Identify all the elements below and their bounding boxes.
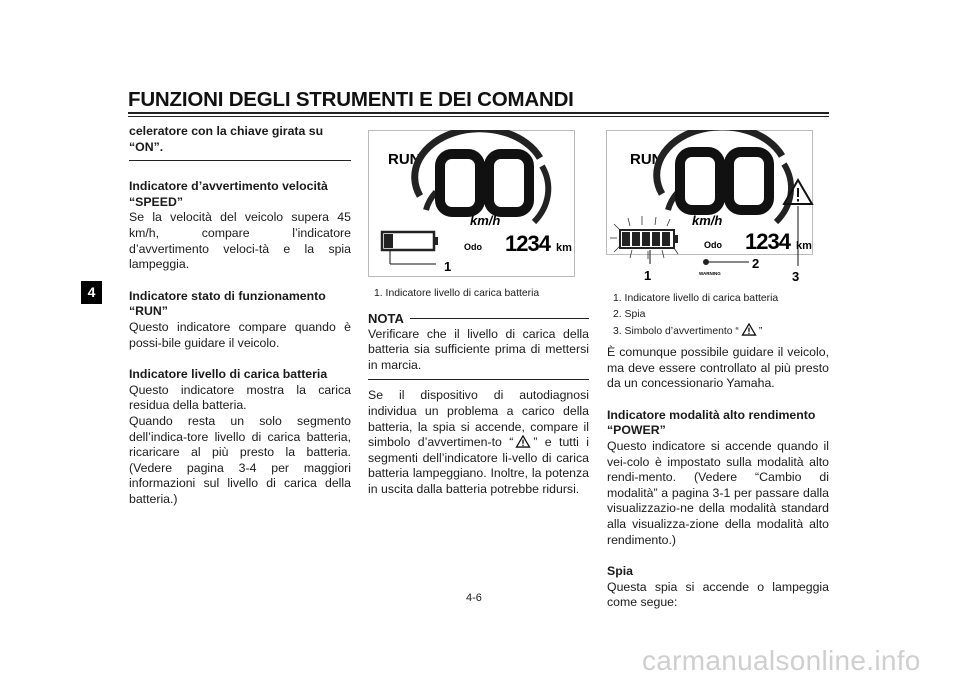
odometer-value: 1234 xyxy=(745,229,790,254)
figure-1-caption: 1. Indicatore livello di carica batteria xyxy=(374,288,540,299)
heading-speed-indicator: Indicatore d’avvertimento velocità “SPEED” xyxy=(129,179,328,209)
note-title: NOTA xyxy=(368,311,404,326)
speed-unit: km/h xyxy=(692,213,723,228)
heading-warning-light: Spia xyxy=(607,564,633,579)
callout-number: 1 xyxy=(444,259,452,274)
odo-unit: km xyxy=(556,242,572,254)
paragraph-speed: Se la velocità del veicolo supera 45 km/h, compare l’indicatore d’avvertimento veloci-tà e la spia lampeggia. xyxy=(129,210,351,272)
diagnostic-text-a: Se il dispositivo di autodiagnosi individua un problema a carico della batteria, la spia si accende, compare il simbolo d’avvertimen-to “ xyxy=(368,388,589,450)
note-end-rule xyxy=(368,379,589,380)
run-label: RUN xyxy=(388,151,421,168)
heading-power-indicator: Indicatore modalità alto rendimento “POWER” xyxy=(607,407,816,438)
paragraph-battery-1: Questo indicatore mostra la carica residua della batteria. xyxy=(129,382,351,413)
caption-item: 1. Indicatore livello di carica batteria xyxy=(613,293,779,304)
figure-2-captions xyxy=(613,291,778,340)
warning-light-label: WARNING xyxy=(699,271,721,276)
page-number: 4-6 xyxy=(466,592,482,604)
paragraph-power: Questo indicatore si accende quando il vei-colo è impostato sulla modalità alto rendi-mento. (Vedere “Cambio di modalità” a pagina 3-1 per passare dalla visualizzazio-ne della modalità standard alla visualizza-zione della modalità alto rendimento.) xyxy=(607,438,829,547)
odo-label: Odo xyxy=(704,240,722,250)
header-rule xyxy=(128,112,829,114)
chapter-tab: 4 xyxy=(81,281,102,304)
warning-light-icon xyxy=(703,259,709,265)
paragraph-intro: È comunque possibile guidare il veicolo, ma deve essere controllato al più presto da un concessionario Yamaha. xyxy=(607,345,829,391)
continued-text: celeratore con la chiave girata su “ON”. xyxy=(129,124,324,154)
header-rule-thin xyxy=(128,116,829,117)
callout-number-1: 1 xyxy=(644,268,652,283)
diagnostic-text-b: ” e tutti i segmenti dell’indicatore li-vello di carica batteria lampeggiano. Inoltre, la potenza in uscita dalla batteria potrebbe ridursi. xyxy=(368,435,589,496)
odo-label: Odo xyxy=(464,242,482,252)
section-title: FUNZIONI DEGLI STRUMENTI E DEI COMANDI xyxy=(128,88,574,111)
watermark: carmanualsonline.info xyxy=(642,645,921,676)
paragraph-warning-light: Questa spia si accende o lampeggia come segue: xyxy=(607,579,829,610)
note-text: Verificare che il livello di carica della batteria sia sufficiente prima di mettersi in marcia. xyxy=(368,326,589,372)
odo-unit: km xyxy=(796,240,812,252)
run-label: RUN xyxy=(630,151,663,168)
note-header xyxy=(368,311,589,327)
text-column-1 xyxy=(129,124,351,507)
caption-item xyxy=(613,323,778,340)
paragraph-diagnostic xyxy=(368,388,589,497)
odometer-value: 1234 xyxy=(505,231,550,256)
callout-number-3: 3 xyxy=(792,269,800,284)
caption-item: 2. Spia xyxy=(613,309,646,320)
heading-battery-indicator: Indicatore livello di carica batteria xyxy=(129,367,328,382)
divider xyxy=(129,160,351,161)
heading-run-indicator: Indicatore stato di funzionamento “RUN” xyxy=(129,288,326,319)
text-column-2 xyxy=(368,285,589,498)
paragraph-run: Questo indicatore compare quando è possi-bile guidare il veicolo. xyxy=(129,319,351,350)
warning-triangle-icon xyxy=(741,323,757,336)
callout-number-2: 2 xyxy=(752,256,760,271)
paragraph-battery-2: Quando resta un solo segmento dell’indica-tore livello di carica batteria, ricaricare al più presto la batteria. (Vedere pagina 3-4 per maggiori informazioni sul livello di carica della batteria.) xyxy=(129,413,351,506)
lcd-display-figure-1 xyxy=(368,130,590,280)
note-rule xyxy=(410,318,589,319)
lcd-display-figure-2 xyxy=(606,130,830,288)
speed-unit: km/h xyxy=(470,213,501,228)
caption-text: 3. Simbolo d’avvertimento “ xyxy=(613,326,739,337)
warning-triangle-icon xyxy=(515,435,531,448)
caption-close: ” xyxy=(758,326,763,337)
text-column-3 xyxy=(607,345,829,611)
